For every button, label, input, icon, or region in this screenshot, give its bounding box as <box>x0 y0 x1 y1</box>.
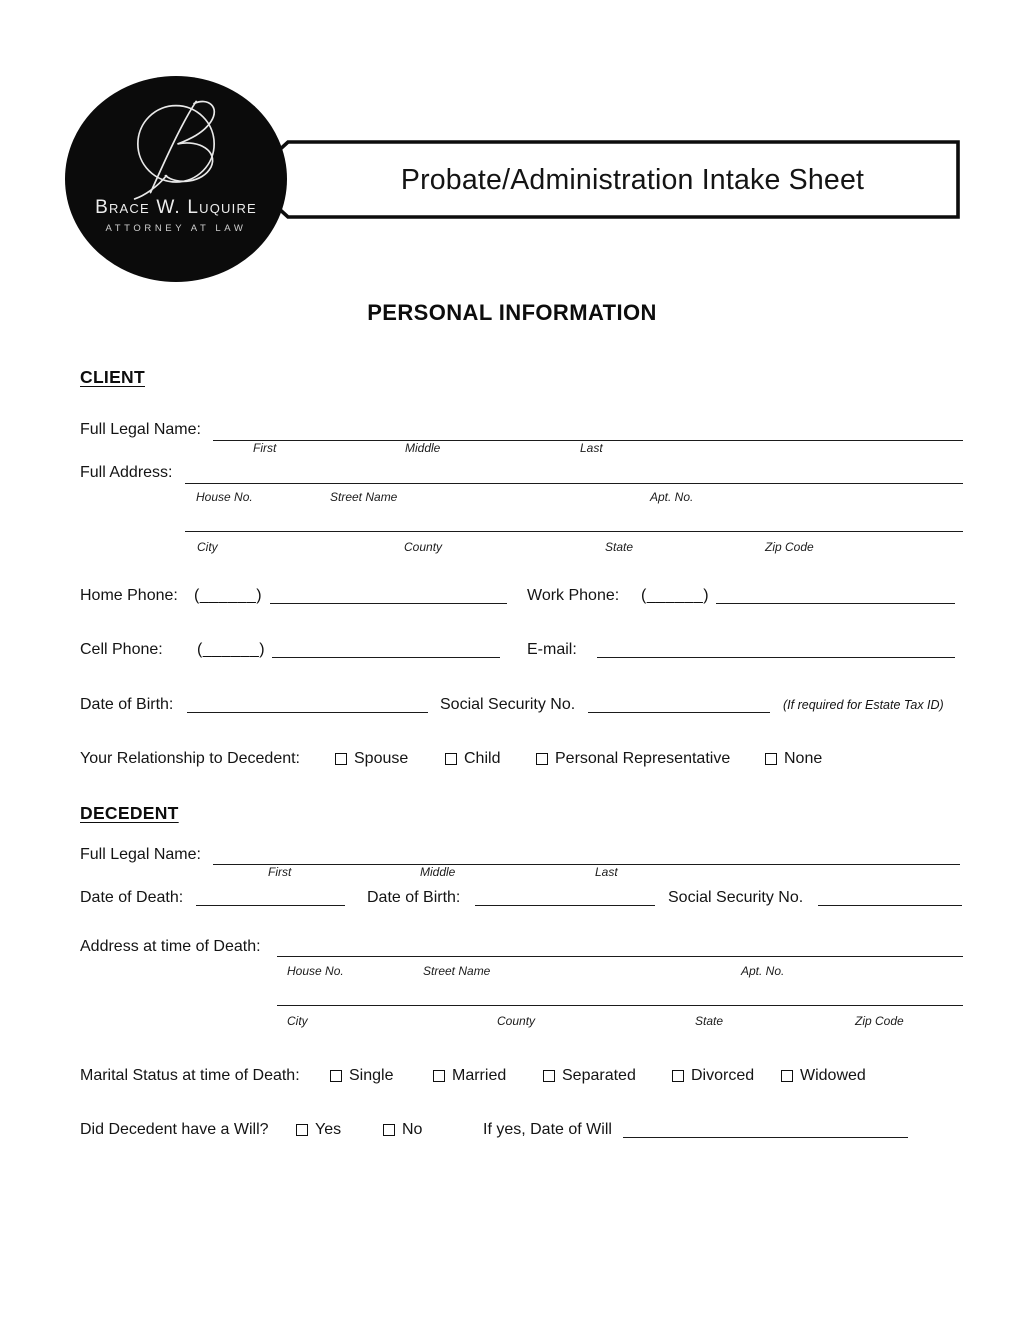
decedent-dob-line[interactable] <box>475 905 655 906</box>
decedent-will-label: Did Decedent have a Will? <box>80 1121 269 1138</box>
firm-name: Brace W. Luquire <box>95 197 257 218</box>
form-title: Probate/Administration Intake Sheet <box>400 163 865 196</box>
client-address-zip-sublabel: Zip Code <box>765 540 814 554</box>
relationship-option-spouse[interactable] <box>335 750 408 768</box>
will-option-no[interactable] <box>383 1121 422 1139</box>
client-name-first-sublabel: First <box>253 441 277 455</box>
relationship-option-personal-representative[interactable] <box>536 750 730 768</box>
married-checkbox[interactable] <box>433 1070 445 1082</box>
client-address-aptno-sublabel: Apt. No. <box>650 490 694 504</box>
decedent-address-line2[interactable] <box>277 1005 963 1006</box>
single-checkbox[interactable] <box>330 1070 342 1082</box>
widowed-checkbox[interactable] <box>781 1070 793 1082</box>
client-ssn-line[interactable] <box>588 712 770 713</box>
decedent-name-first-sublabel: First <box>268 865 292 879</box>
will-date-line[interactable] <box>623 1137 908 1138</box>
decedent-address-street-sublabel: Street Name <box>423 964 491 978</box>
decedent-dob-label: Date of Birth: <box>367 889 461 906</box>
client-work-phone-areacode-field[interactable]: (______) <box>641 587 710 604</box>
decedent-heading: DECEDENT <box>80 803 179 823</box>
client-cell-phone-label: Cell Phone: <box>80 641 163 658</box>
client-address-street-sublabel: Street Name <box>330 490 398 504</box>
will-no-label: No <box>402 1121 423 1138</box>
client-home-phone-areacode-field[interactable]: (______) <box>194 587 263 604</box>
client-cell-phone-line[interactable] <box>272 657 500 658</box>
decedent-ssn-line[interactable] <box>818 905 962 906</box>
client-name-last-sublabel: Last <box>580 441 603 455</box>
client-relationship-label: Your Relationship to Decedent: <box>80 750 300 767</box>
client-name-middle-sublabel: Middle <box>405 441 441 455</box>
decedent-address-state-sublabel: State <box>695 1014 724 1028</box>
section-title-personal-information: PERSONAL INFORMATION <box>367 300 657 325</box>
separated-checkbox[interactable] <box>543 1070 555 1082</box>
spouse-label: Spouse <box>354 750 409 767</box>
divorced-label: Divorced <box>691 1067 755 1084</box>
client-home-phone-label: Home Phone: <box>80 587 178 604</box>
none-checkbox[interactable] <box>765 753 777 765</box>
client-dob-line[interactable] <box>187 712 428 713</box>
child-checkbox[interactable] <box>445 753 457 765</box>
marital-option-married[interactable] <box>433 1067 506 1085</box>
relationship-option-child[interactable] <box>445 750 500 768</box>
client-address-line1[interactable] <box>185 483 963 484</box>
client-full-name-label: Full Legal Name: <box>80 421 201 438</box>
child-label: Child <box>464 750 501 767</box>
decedent-full-name-line[interactable] <box>213 864 960 865</box>
b-monogram-icon <box>123 94 229 200</box>
firm-tagline: ATTORNEY AT LAW <box>105 223 247 234</box>
decedent-ssn-label: Social Security No. <box>668 889 804 906</box>
marital-option-divorced[interactable] <box>672 1067 754 1085</box>
decedent-address-label: Address at time of Death: <box>80 938 261 955</box>
spouse-checkbox[interactable] <box>335 753 347 765</box>
decedent-address-houseno-sublabel: House No. <box>287 964 344 978</box>
decedent-full-name-label: Full Legal Name: <box>80 846 201 863</box>
decedent-marital-status-label: Marital Status at time of Death: <box>80 1067 300 1084</box>
client-dob-label: Date of Birth: <box>80 696 174 713</box>
client-home-phone-line[interactable] <box>270 603 507 604</box>
decedent-address-line1[interactable] <box>277 956 963 957</box>
client-work-phone-label: Work Phone: <box>527 587 620 604</box>
client-full-address-label: Full Address: <box>80 464 173 481</box>
decedent-address-county-sublabel: County <box>497 1014 536 1028</box>
decedent-name-middle-sublabel: Middle <box>420 865 456 879</box>
client-address-state-sublabel: State <box>605 540 634 554</box>
client-address-line2[interactable] <box>185 531 963 532</box>
decedent-address-zip-sublabel: Zip Code <box>855 1014 904 1028</box>
client-work-phone-line[interactable] <box>716 603 955 604</box>
none-label: None <box>784 750 823 767</box>
widowed-label: Widowed <box>800 1067 866 1084</box>
client-email-line[interactable] <box>597 657 955 658</box>
relationship-option-none[interactable] <box>765 750 822 768</box>
decedent-name-last-sublabel: Last <box>595 865 618 879</box>
will-yes-label: Yes <box>315 1121 342 1138</box>
client-heading: CLIENT <box>80 367 145 387</box>
marital-option-widowed[interactable] <box>781 1067 866 1085</box>
client-address-houseno-sublabel: House No. <box>196 490 253 504</box>
will-date-label: If yes, Date of Will <box>483 1121 612 1138</box>
decedent-date-of-death-label: Date of Death: <box>80 889 184 906</box>
marital-option-separated[interactable] <box>543 1067 636 1085</box>
personal-representative-label: Personal Representative <box>555 750 731 767</box>
client-ssn-note: (If required for Estate Tax ID) <box>783 698 944 712</box>
decedent-date-of-death-line[interactable] <box>196 905 345 906</box>
client-address-county-sublabel: County <box>404 540 443 554</box>
married-label: Married <box>452 1067 507 1084</box>
decedent-address-city-sublabel: City <box>287 1014 308 1028</box>
will-yes-checkbox[interactable] <box>296 1124 308 1136</box>
personal-representative-checkbox[interactable] <box>536 753 548 765</box>
single-label: Single <box>349 1067 394 1084</box>
client-address-city-sublabel: City <box>197 540 218 554</box>
separated-label: Separated <box>562 1067 636 1084</box>
will-no-checkbox[interactable] <box>383 1124 395 1136</box>
decedent-address-aptno-sublabel: Apt. No. <box>741 964 785 978</box>
marital-option-single[interactable] <box>330 1067 393 1085</box>
client-cell-phone-areacode-field[interactable]: (______) <box>197 641 266 658</box>
will-option-yes[interactable] <box>296 1121 341 1139</box>
client-ssn-label: Social Security No. <box>440 696 576 713</box>
firm-logo <box>65 76 287 282</box>
client-email-label: E-mail: <box>527 641 577 658</box>
divorced-checkbox[interactable] <box>672 1070 684 1082</box>
